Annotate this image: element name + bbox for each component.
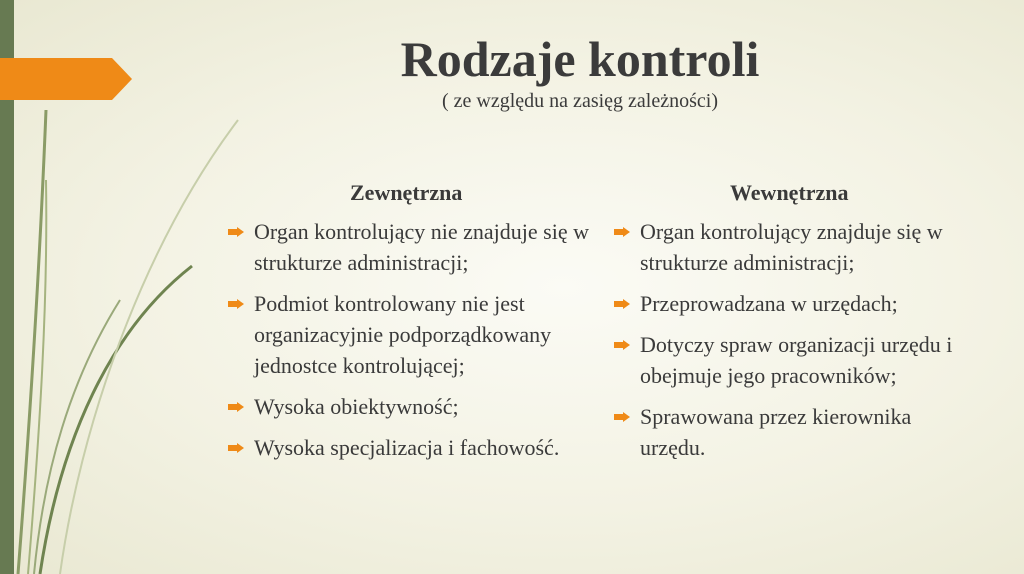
list-item bbox=[226, 216, 596, 278]
column-heading: Zewnętrzna bbox=[350, 180, 463, 205]
list-item-text: Wysoka specjalizacja i fachowość. bbox=[254, 435, 560, 460]
list-item bbox=[226, 391, 596, 422]
slide-title: Rodzaje kontroli bbox=[400, 31, 760, 87]
column-external bbox=[226, 180, 596, 473]
arrow-right-icon bbox=[228, 227, 244, 237]
list-item bbox=[226, 432, 596, 463]
arrow-right-icon bbox=[228, 299, 244, 309]
title-block bbox=[250, 30, 910, 114]
column-heading: Wewnętrzna bbox=[730, 180, 849, 205]
slide-subtitle: ( ze względu na zasięg zależności) bbox=[442, 90, 718, 112]
arrow-right-icon bbox=[228, 443, 244, 453]
arrow-right-icon bbox=[614, 412, 630, 422]
orange-accent-tab bbox=[0, 58, 132, 100]
list-item-text: Przeprowadzana w urzędach; bbox=[640, 291, 898, 316]
list-item bbox=[612, 401, 982, 463]
list-item-text: Podmiot kontrolowany nie jest organizacyjnie podporządkowany jednostce kontrolującej; bbox=[254, 291, 552, 378]
bullet-list bbox=[226, 216, 596, 463]
list-item-text: Wysoka obiektywność; bbox=[254, 394, 459, 419]
list-item-text: Organ kontrolujący nie znajduje się w strukturze administracji; bbox=[254, 219, 589, 275]
arrow-right-icon bbox=[614, 299, 630, 309]
list-item-text: Dotyczy spraw organizacji urzędu i obejmuje jego pracowników; bbox=[640, 332, 953, 388]
list-item bbox=[226, 288, 596, 381]
arrow-right-icon bbox=[228, 402, 244, 412]
arrow-right-icon bbox=[614, 340, 630, 350]
arrow-right-icon bbox=[614, 227, 630, 237]
list-item bbox=[612, 329, 982, 391]
list-item-text: Organ kontrolujący znajduje się w strukturze administracji; bbox=[640, 219, 943, 275]
list-item-text: Sprawowana przez kierownika urzędu. bbox=[640, 404, 912, 460]
bullet-list bbox=[612, 216, 982, 463]
list-item bbox=[612, 216, 982, 278]
list-item bbox=[612, 288, 982, 319]
column-internal bbox=[612, 180, 982, 473]
